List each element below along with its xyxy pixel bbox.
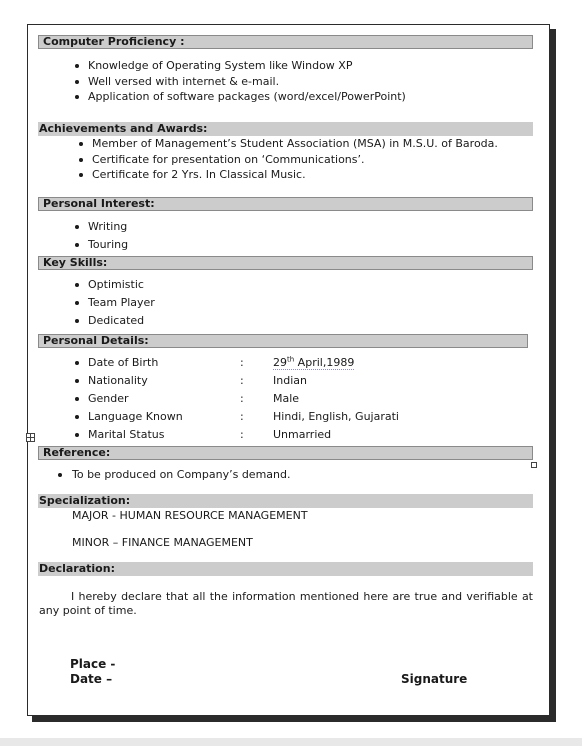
detail-label: Gender xyxy=(88,392,129,405)
list-item: Team Player xyxy=(88,296,155,309)
bullet xyxy=(75,319,79,323)
signature-label: Signature xyxy=(401,672,468,686)
detail-colon: : xyxy=(240,392,244,405)
bullet xyxy=(75,95,79,99)
bullet xyxy=(75,415,79,419)
section-header-computer-proficiency: Computer Proficiency : xyxy=(38,35,533,49)
detail-label: Language Known xyxy=(88,410,183,423)
list-item: Optimistic xyxy=(88,278,144,291)
bullet xyxy=(75,80,79,84)
list-item: Member of Management’s Student Association (MSA) in M.S.U. of Baroda. xyxy=(92,137,498,150)
list-item: Certificate for 2 Yrs. In Classical Music. xyxy=(92,168,306,181)
detail-value: Hindi, English, Gujarati xyxy=(273,410,399,423)
section-header-reference: Reference: xyxy=(38,446,533,460)
specialization-minor: MINOR – FINANCE MANAGEMENT xyxy=(72,536,253,549)
dob-rest: April,1989 xyxy=(294,356,355,369)
dob-day: 29 xyxy=(273,356,287,369)
detail-value-dob xyxy=(273,356,354,370)
section-header-declaration: Declaration: xyxy=(38,562,533,576)
bullet xyxy=(75,283,79,287)
declaration-text: I hereby declare that all the information mentioned here are true and verifiable at any point of time. xyxy=(39,590,533,617)
detail-colon: : xyxy=(240,410,244,423)
detail-value: Male xyxy=(273,392,300,405)
table-resize-handle-icon[interactable] xyxy=(531,462,537,468)
resume-page xyxy=(27,24,550,716)
list-item: Knowledge of Operating System like Window XP xyxy=(88,59,353,72)
section-header-key-skills: Key Skills: xyxy=(38,256,533,270)
specialization-major: MAJOR - HUMAN RESOURCE MANAGEMENT xyxy=(72,509,308,522)
detail-label: Nationality xyxy=(88,374,148,387)
list-item: Touring xyxy=(88,238,129,251)
bullet xyxy=(75,64,79,68)
detail-colon: : xyxy=(240,428,244,441)
bullet xyxy=(75,243,79,247)
detail-colon: : xyxy=(240,356,244,369)
list-item: Writing xyxy=(88,220,128,233)
section-header-achievements: Achievements and Awards: xyxy=(38,122,533,136)
dob-suffix: th xyxy=(287,355,295,364)
detail-label: Marital Status xyxy=(88,428,165,441)
place-label: Place - xyxy=(70,657,116,671)
bullet xyxy=(75,397,79,401)
detail-value: Unmarried xyxy=(273,428,332,441)
bottom-strip xyxy=(0,738,582,746)
section-header-personal-details: Personal Details: xyxy=(38,334,528,348)
bullet xyxy=(75,225,79,229)
date-label: Date – xyxy=(70,672,113,686)
bullet xyxy=(79,173,83,177)
bullet xyxy=(75,361,79,365)
bullet xyxy=(79,158,83,162)
bullet xyxy=(75,379,79,383)
bullet xyxy=(79,142,83,146)
list-item: Well versed with internet & e-mail. xyxy=(88,75,280,88)
detail-label: Date of Birth xyxy=(88,356,159,369)
detail-value: Indian xyxy=(273,374,307,387)
list-item: Application of software packages (word/excel/PowerPoint) xyxy=(88,90,406,103)
list-item: To be produced on Company’s demand. xyxy=(72,468,291,481)
bullet xyxy=(75,301,79,305)
list-item: Dedicated xyxy=(88,314,145,327)
bullet xyxy=(75,433,79,437)
bullet xyxy=(58,473,62,477)
detail-colon: : xyxy=(240,374,244,387)
list-item: Certificate for presentation on ‘Communications’. xyxy=(92,153,365,166)
table-move-handle-icon[interactable] xyxy=(26,433,35,442)
section-header-specialization: Specialization: xyxy=(38,494,533,508)
section-header-personal-interest: Personal Interest: xyxy=(38,197,533,211)
